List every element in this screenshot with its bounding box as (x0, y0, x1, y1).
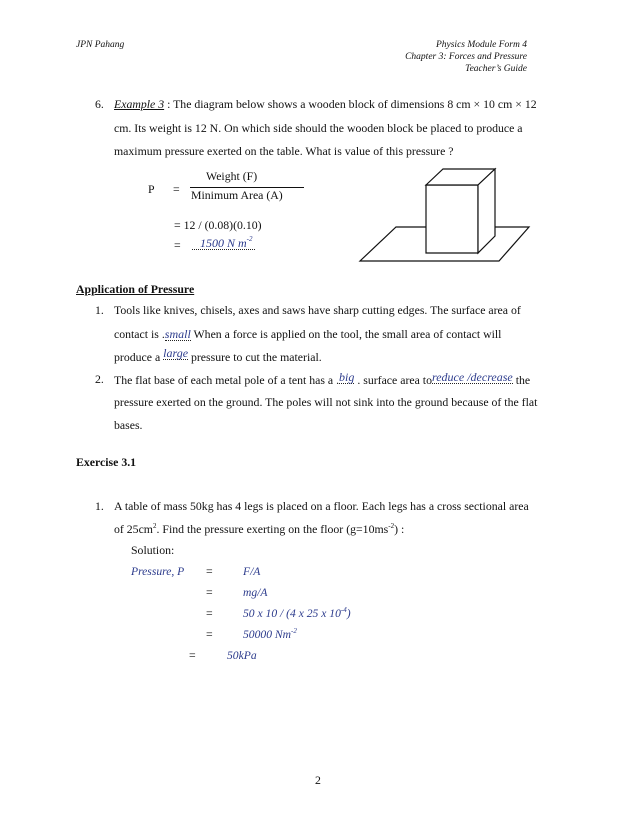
solution-label: Solution: (131, 543, 175, 557)
example-number: 6. (95, 97, 104, 111)
app-item2-line2: pressure exerted on the ground. The poles will not sink into the ground because of the flat (114, 395, 538, 409)
header-right-line3: Teacher’s Guide (465, 64, 527, 74)
app-item1-line3-start: produce a (114, 350, 164, 364)
solution-lhs: Pressure, P (131, 565, 185, 578)
formula-answer (192, 237, 255, 251)
fill-big: big (339, 370, 355, 384)
app-item1-number: 1. (95, 303, 104, 317)
exercise-line2-sup: 2 (153, 522, 157, 530)
formula-denominator: Minimum Area (A) (191, 188, 283, 202)
app-item2-line3: bases. (114, 418, 143, 432)
answer-exponent: -2 (246, 235, 253, 243)
formula-step1: = 12 / (0.08)(0.10) (174, 218, 262, 232)
formula-numerator: Weight (F) (206, 169, 258, 183)
formula-step2-eq: = (174, 238, 181, 252)
exercise-line2-end: ) : (394, 522, 405, 536)
app-item1-line3 (114, 346, 322, 364)
app-item1-line1: Tools like knives, chisels, axes and saws have sharp cutting edges. The surface area of (114, 303, 521, 317)
app-item2-line1 (114, 370, 531, 387)
app-item2-line1-start: The flat base of each metal pole of a tent has a . (114, 373, 340, 387)
solution-step-3-text: 50 x 10 / (4 x 25 x 10 (243, 607, 341, 620)
solution-step-2: mg/A (243, 586, 268, 599)
solution-eq-4: = (206, 627, 213, 641)
answer-fill (192, 237, 255, 250)
solution-step-4-sup: -2 (291, 627, 297, 635)
example-line3: maximum pressure exerted on the table. What is value of this pressure ? (114, 144, 454, 158)
exercise-line2-start: of 25cm (114, 522, 153, 536)
solution-eq-2: = (206, 585, 213, 599)
solution-step-1: F/A (243, 565, 261, 578)
exercise-heading: Exercise 3.1 (76, 455, 137, 469)
exercise-line1: A table of mass 50kg has 4 legs is placed on a floor. Each legs has a cross sectional area (114, 499, 529, 513)
exercise-line2 (114, 524, 404, 536)
app-item2-line1-end: the (512, 373, 531, 387)
page-number: 2 (315, 773, 321, 787)
app-item1-line2-start: contact is . (114, 327, 165, 341)
app-item1-line3-end: pressure to cut the material. (188, 350, 322, 364)
application-heading: Application of Pressure (76, 282, 195, 296)
solution-step-4-text: 50000 Nm (243, 628, 291, 641)
wooden-block-diagram (358, 160, 538, 265)
solution-final: 50kPa (227, 649, 257, 662)
answer-value: 1500 N m (200, 236, 247, 250)
example-line1 (114, 99, 537, 111)
solution-eq-3: = (206, 606, 213, 620)
app-item1-line2 (114, 328, 501, 341)
example-line2: cm. Its weight is 12 N. On which side should the wooden block be placed to produce a (114, 121, 523, 135)
example-line1-text: : The diagram below shows a wooden block of dimensions 8 cm × 10 cm × 12 (164, 97, 537, 111)
header-right-line2: Chapter 3: Forces and Pressure (405, 52, 527, 62)
fill-small: small (164, 327, 191, 341)
app-item1-line2-end: When a force is applied on the tool, the small area of contact will (190, 327, 502, 341)
block-front-face (426, 185, 478, 253)
fill-reduce-decrease: reduce /decrease (432, 370, 513, 384)
solution-step-3-end: ) (346, 607, 351, 620)
formula-lhs: P (148, 182, 155, 196)
solution-step-3-sup: -4 (340, 606, 347, 614)
solution-eq-5: = (189, 648, 196, 662)
exercise-line2-mid: . Find the pressure exerting on the floor (g=10ms (156, 522, 389, 536)
solution-eq-1: = (206, 564, 213, 578)
app-item2-number: 2. (95, 372, 104, 386)
example-label: Example 3 (114, 97, 165, 111)
header-right-line1: Physics Module Form 4 (435, 40, 527, 50)
exercise-line2-sup2: -2 (388, 522, 395, 530)
fill-large: large (163, 346, 189, 360)
exercise-number: 1. (95, 499, 104, 513)
solution-step-4 (243, 629, 297, 641)
solution-step-3 (243, 608, 351, 620)
app-item2-line1-mid: . surface area to (354, 373, 432, 387)
formula-eq: = (173, 182, 180, 196)
header-left: JPN Pahang (76, 40, 125, 50)
